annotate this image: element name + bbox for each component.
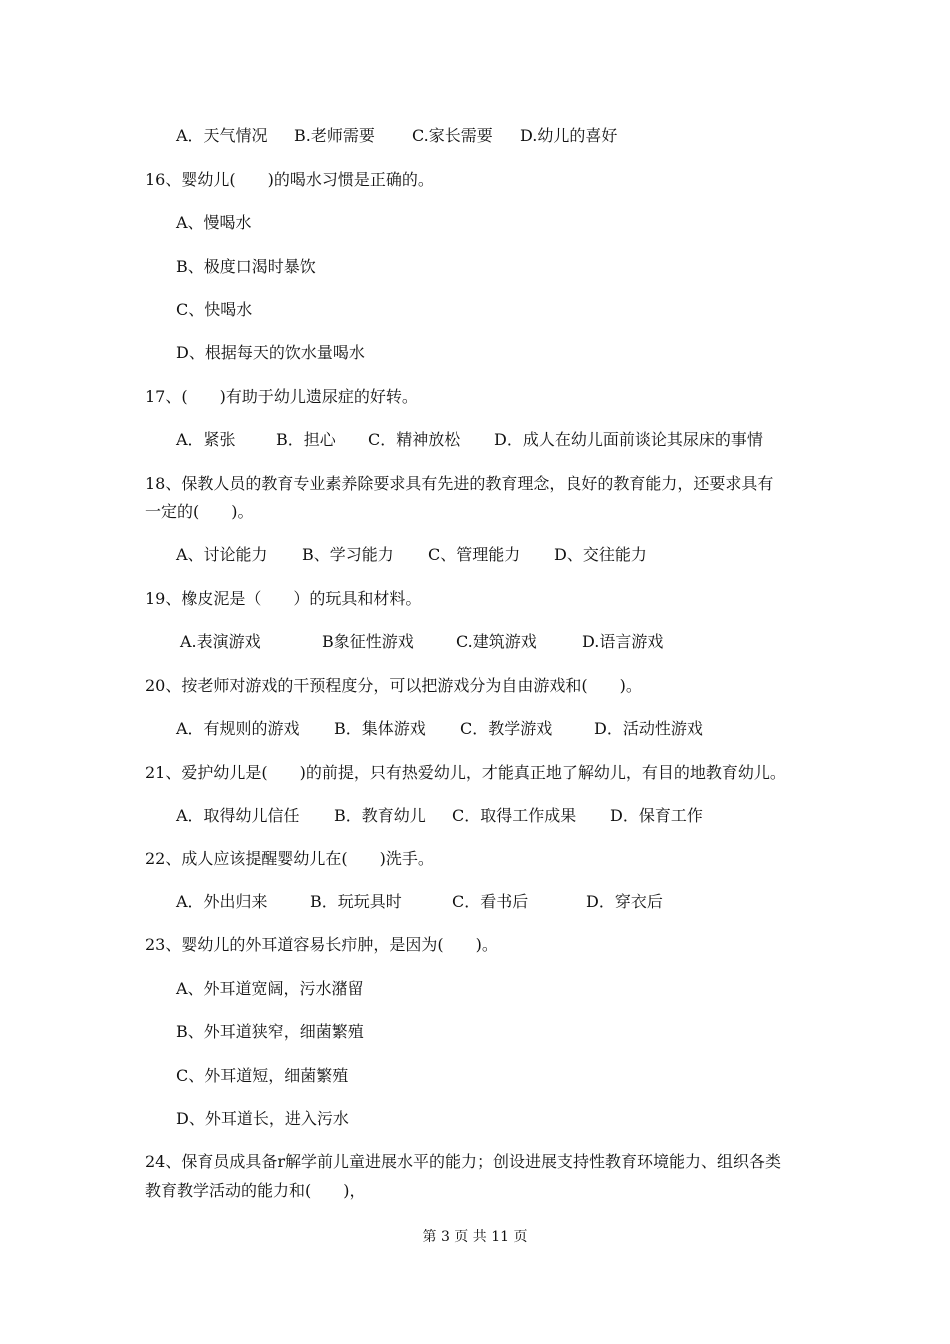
options-row-q22 xyxy=(176,892,663,912)
option-b: B、学习能力 xyxy=(302,545,394,564)
options-row-q19 xyxy=(180,632,663,652)
option-d: D．活动性游戏 xyxy=(594,719,703,738)
option-c: C.建筑游戏 xyxy=(456,632,537,651)
option-c: C．精神放松 xyxy=(368,430,461,449)
option-a: A．取得幼儿信任 xyxy=(176,806,300,825)
option-d: D.语言游戏 xyxy=(582,632,664,651)
option-a: A．外出归来 xyxy=(176,892,268,911)
option-a: A、外耳道宽阔，污水潴留 xyxy=(176,979,364,998)
options-row-q20 xyxy=(176,719,703,739)
option-b: B、外耳道狭窄，细菌繁殖 xyxy=(176,1022,364,1041)
options-row-q17 xyxy=(176,430,763,450)
option-a: A．天气情况 xyxy=(176,126,268,145)
option-c: C.家长需要 xyxy=(412,126,493,145)
options-row-q18 xyxy=(176,545,647,565)
options-row-q21 xyxy=(176,806,703,826)
option-d: D、外耳道长，进入污水 xyxy=(176,1109,349,1128)
question-23: 23、婴幼儿的外耳道容易长疖肿，是因为( )。 xyxy=(145,935,498,954)
option-d: D、交往能力 xyxy=(554,545,647,564)
question-21: 21、爱护幼儿是( )的前提，只有热爱幼儿，才能真正地了解幼儿，有目的地教育幼儿。 xyxy=(145,763,786,782)
option-c: C、外耳道短，细菌繁殖 xyxy=(176,1066,349,1085)
question-18: 18、保教人员的教育专业素养除要求具有先进的教育理念，良好的教育能力，还要求具有 xyxy=(145,474,774,493)
option-b: B.老师需要 xyxy=(294,126,375,145)
option-c: C．看书后 xyxy=(452,892,529,911)
option-d: D．成人在幼儿面前谈论其尿床的事情 xyxy=(494,430,763,449)
option-d: D．穿衣后 xyxy=(586,892,663,911)
question-17: 17、( )有助于幼儿遗尿症的好转。 xyxy=(145,387,418,406)
option-b: B象征性游戏 xyxy=(322,632,414,651)
options-row-q15 xyxy=(176,126,617,146)
option-b: B、极度口渴时暴饮 xyxy=(176,257,316,276)
option-d: D．保育工作 xyxy=(610,806,703,825)
option-d: D、根据每天的饮水量喝水 xyxy=(176,343,365,362)
option-c: C．取得工作成果 xyxy=(452,806,577,825)
question-16: 16、婴幼儿( )的喝水习惯是正确的。 xyxy=(145,170,434,189)
question-20: 20、按老师对游戏的干预程度分，可以把游戏分为自由游戏和( )。 xyxy=(145,676,642,695)
option-c: C、快喝水 xyxy=(176,300,253,319)
option-b: B．教育幼儿 xyxy=(334,806,426,825)
option-a: A.表演游戏 xyxy=(180,632,261,651)
option-c: C、管理能力 xyxy=(428,545,521,564)
question-22: 22、成人应该提醒婴幼儿在( )洗手。 xyxy=(145,849,434,868)
question-19: 19、橡皮泥是（ ）的玩具和材料。 xyxy=(145,589,422,608)
question-18-cont: 一定的( )。 xyxy=(145,502,254,521)
option-b: B．集体游戏 xyxy=(334,719,426,738)
page-number-footer: 第 3 页 共 11 页 xyxy=(422,1229,528,1245)
option-c: C．教学游戏 xyxy=(460,719,553,738)
option-d: D.幼儿的喜好 xyxy=(520,126,618,145)
option-a: A．紧张 xyxy=(176,430,236,449)
option-a: A．有规则的游戏 xyxy=(176,719,300,738)
option-b: B．玩玩具时 xyxy=(310,892,402,911)
question-24-cont: 教育教学活动的能力和( )， xyxy=(145,1181,366,1200)
option-a: A、讨论能力 xyxy=(176,545,268,564)
option-a: A、慢喝水 xyxy=(176,213,252,232)
question-24: 24、保育员成具备r解学前儿童进展水平的能力；创设进展支持性教育环境能力、组织各类 xyxy=(145,1152,782,1171)
option-b: B．担心 xyxy=(276,430,336,449)
